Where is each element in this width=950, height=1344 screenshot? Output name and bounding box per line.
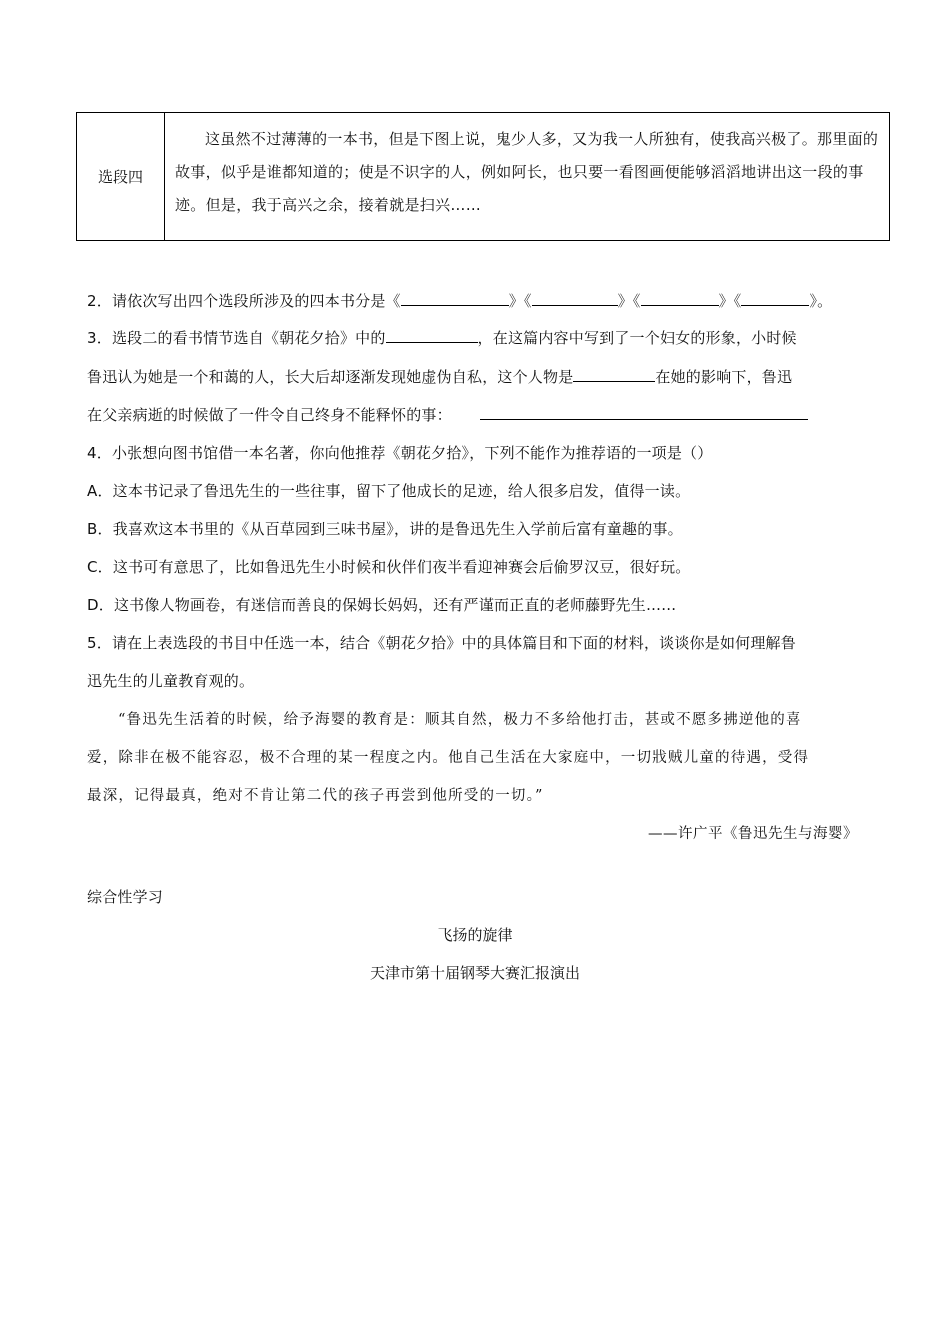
section-title: 综合性学习 bbox=[87, 888, 164, 906]
answer-blank[interactable] bbox=[532, 291, 618, 306]
q2-sep: 》《 bbox=[718, 292, 742, 310]
question-5-line-2: 迅先生的儿童教育观的。 bbox=[87, 672, 255, 690]
answer-blank[interactable] bbox=[741, 291, 809, 306]
quote-line-2: 爱，除非在极不能容忍，极不合理的某一程度之内。他自己生活在大家庭中，一切戕贼儿童的待遇，受得 bbox=[87, 750, 810, 766]
q2-sep: 》《 bbox=[617, 292, 641, 310]
q3-text: 鲁迅认为她是一个和蔼的人，长大后却逐渐发现她虚伪自私，这个人物是 bbox=[87, 368, 574, 386]
question-3-line-3 bbox=[87, 404, 808, 425]
answer-blank[interactable] bbox=[641, 291, 719, 306]
answer-blank[interactable] bbox=[386, 328, 478, 343]
excerpt-text: 这虽然不过薄薄的一本书，但是下图上说，鬼少人多，又为我一人所独有，使我高兴极了。那里面的故事，似乎是谁都知道的；使是不识字的人，例如阿长，也只要一看图画便能够滔滔地讲出这一段的事迹。但是，我于高兴之余，接着就是扫兴…… bbox=[175, 130, 879, 214]
option-c: C．这书可有意思了，比如鲁迅先生小时候和伙伴们夜半看迎神赛会后偷罗汉豆，很好玩。 bbox=[87, 558, 691, 576]
question-4-stem: 4．小张想向图书馆借一本名著，你向他推荐《朝花夕拾》，下列不能作为推荐语的一项是（） bbox=[87, 444, 713, 462]
q3-text: 在她的影响下，鲁迅 bbox=[655, 368, 793, 386]
excerpt-label: 选段四 bbox=[77, 113, 165, 240]
quote-source: ——许广平《鲁迅先生与海婴》 bbox=[648, 826, 858, 842]
question-3-line-2 bbox=[87, 366, 792, 387]
event-heading: 飞扬的旋律 bbox=[437, 926, 513, 944]
q2-suffix: 》。 bbox=[809, 292, 833, 310]
q2-sep: 》《 bbox=[508, 292, 532, 310]
event-subheading: 天津市第十届钢琴大赛汇报演出 bbox=[369, 964, 580, 982]
q3-text: 3．选段二的看书情节选自《朝花夕拾》中的 bbox=[87, 329, 386, 347]
option-b: B．我喜欢这本书里的《从百草园到三味书屋》，讲的是鲁迅先生入学前后富有童趣的事。 bbox=[87, 520, 683, 538]
answer-blank[interactable] bbox=[480, 405, 808, 420]
question-3-line-1 bbox=[87, 327, 797, 348]
question-2 bbox=[87, 290, 832, 311]
option-a: A．这本书记录了鲁迅先生的一些往事，留下了他成长的足迹，给人很多启发，值得一读。 bbox=[87, 482, 691, 500]
question-5-line-1: 5．请在上表选段的书目中任选一本，结合《朝花夕拾》中的具体篇目和下面的材料，谈谈你是如何理解鲁 bbox=[87, 634, 796, 652]
quote-line-3: 最深，记得最真，绝对不肯让第二代的孩子再尝到他所受的一切。” bbox=[87, 788, 544, 804]
option-d: D．这书像人物画卷，有迷信而善良的保姆长妈妈，还有严谨而正直的老师藤野先生…… bbox=[87, 596, 677, 614]
q2-prefix: 2．请依次写出四个选段所涉及的四本书分是《 bbox=[87, 292, 401, 310]
q3-text: 在父亲病逝的时候做了一件令自己终身不能释怀的事： bbox=[87, 406, 452, 424]
quote-line-1: “鲁迅先生活着的时候，给予海婴的教育是：顺其自然，极力不多给他打击，甚或不愿多拂逆他的喜 bbox=[118, 712, 802, 728]
excerpt-table bbox=[76, 112, 890, 241]
answer-blank[interactable] bbox=[573, 367, 655, 382]
q3-text: ，在这篇内容中写到了一个妇女的形象，小时候 bbox=[477, 329, 797, 347]
answer-blank[interactable] bbox=[401, 291, 509, 306]
